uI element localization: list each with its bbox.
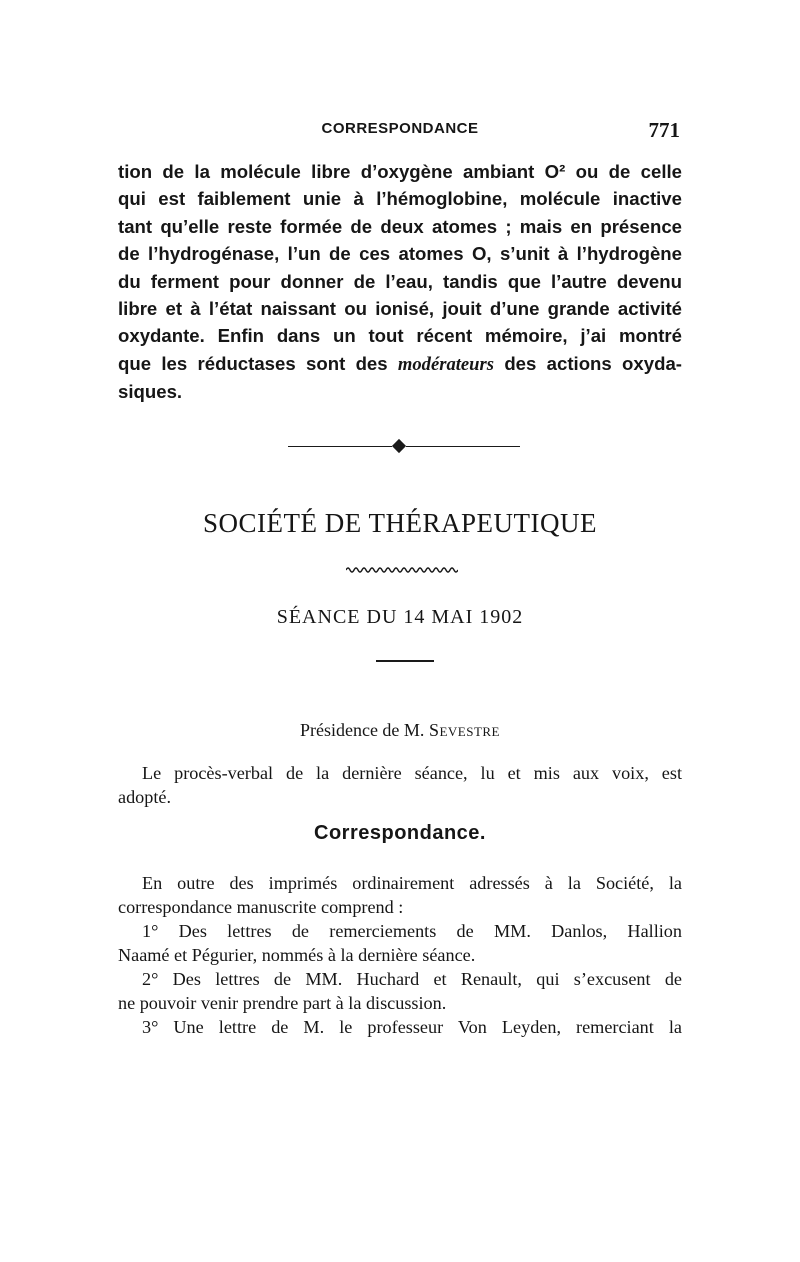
page-number: 771 <box>648 118 680 142</box>
text-line: libre et à l’état naissant ou ionisé, jouit d’une grande activité <box>118 298 682 320</box>
text-line: siques. <box>118 381 183 403</box>
society-title: SOCIÉTÉ DE THÉRAPEUTIQUE <box>203 508 597 538</box>
text-line: oxydante. Enfin dans un tout récent mémoire, j’ai montré <box>118 325 682 347</box>
text-line: adopté. <box>118 787 172 807</box>
text-line: En outre des imprimés ordinairement adressés à la Société, la <box>142 873 682 893</box>
correspondance-heading: Correspondance. <box>314 822 486 844</box>
text-line: du ferment pour donner de l’eau, tandis que l’autre devenu <box>118 270 682 292</box>
text-line: tion de la molécule libre d’oxygène ambiant O² ou de celle <box>118 161 682 182</box>
wavy-rule-ornament <box>346 566 458 574</box>
running-head <box>118 118 682 144</box>
correspondance-paragraph <box>118 871 682 1039</box>
text-line: Naamé et Pégurier, nommés à la dernière séance. <box>118 945 476 965</box>
text-segment: que les réductases sont des <box>118 352 388 374</box>
ornamental-divider <box>288 440 520 454</box>
list-item-line: 2° Des lettres de MM. Huchard et Renault, qui s’excusent de <box>142 969 682 989</box>
text-segment: des actions oxyda- <box>504 352 682 374</box>
continued-paragraph <box>118 158 682 406</box>
text-line: de l’hydrogénase, l’un de ces atomes O, s’unit à l’hydrogène <box>118 243 682 265</box>
divider-line-right <box>406 446 520 447</box>
divider-line-left <box>288 446 392 447</box>
text-line: ne pouvoir venir prendre part à la discussion. <box>118 993 447 1013</box>
president-name: Sevestre <box>428 720 501 740</box>
running-head-title: CORRESPONDANCE <box>321 120 479 137</box>
list-item-line: 1° Des lettres de remerciements de MM. Danlos, Hallion <box>142 921 682 941</box>
seance-heading: SÉANCE DU 14 MAI 1902 <box>276 606 524 628</box>
presidence-prefix: Présidence de M. <box>299 720 425 740</box>
proces-verbal-paragraph <box>118 761 682 809</box>
text-line: tant qu’elle reste formée de deux atomes ; mais en présence <box>118 215 682 237</box>
text-line: correspondance manuscrite comprend : <box>118 897 404 917</box>
diamond-ornament-icon <box>392 439 406 453</box>
text-line: Le procès-verbal de la dernière séance, lu et mis aux voix, est <box>142 763 682 783</box>
short-rule <box>376 660 434 662</box>
emphasized-word: modérateurs <box>397 353 494 375</box>
list-item-line: 3° Une lettre de M. le professeur Von Leyden, remerciant la <box>142 1017 682 1037</box>
presidence-line <box>0 720 800 741</box>
text-line-with-emphasis <box>118 350 682 378</box>
text-line: qui est faiblement unie à l’hémoglobine, molécule inactive <box>118 188 682 210</box>
